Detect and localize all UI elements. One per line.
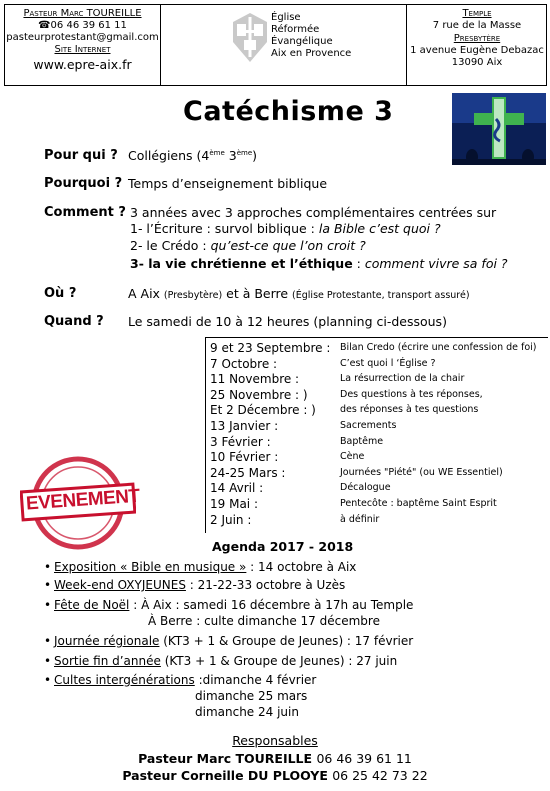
agenda-item: [44, 578, 345, 592]
agenda-item-detail: : À Aix : samedi 16 décembre à 17h au Temple: [129, 598, 414, 612]
presbytere-address: 1 avenue Eugène Debazac: [410, 45, 544, 56]
schedule-topic: Baptême: [340, 435, 384, 447]
schedule-date: 7 Octobre :: [210, 356, 278, 371]
agenda-item-label: Cultes intergénérations: [54, 673, 195, 687]
responsables-title: Responsables: [232, 733, 318, 748]
schedule-date: 13 Janvier :: [210, 419, 279, 433]
church-line-1: Église: [271, 12, 301, 23]
agenda-item-detail: (KT3 + 1 & Groupe de Jeunes) : 27 juin: [160, 654, 398, 668]
agenda-item: [44, 598, 413, 612]
schedule-topic: Pentecôte : baptême Saint Esprit: [340, 498, 497, 509]
church-name: [271, 12, 351, 60]
ou-text: A Aix (Presbytère) et à Berre (Église Protestante, transport assuré): [128, 286, 470, 301]
temple-address: 7 rue de la Masse: [432, 20, 522, 31]
agenda-item-label: Week-end OXYJEUNES: [54, 578, 186, 592]
quand-text: Le samedi de 10 à 12 heures (planning ci-dessous): [128, 314, 447, 329]
agenda-item-detail: (KT3 + 1 & Groupe de Jeunes) : 17 février: [159, 634, 414, 648]
church-line-2: Réformée: [271, 24, 320, 35]
agenda-item: [44, 634, 413, 648]
church-line-4: Aix en Provence: [271, 48, 352, 59]
agenda-item: [44, 705, 299, 719]
schedule-date: 9 et 23 Septembre :: [210, 341, 331, 355]
pour-qui-label: Pour qui ?: [44, 148, 118, 163]
agenda-item-label: Exposition « Bible en musique »: [54, 560, 247, 574]
presbytere-city: 13090 Aix: [451, 57, 503, 68]
bullet-icon: •: [44, 654, 52, 668]
agenda-item-detail: À Berre : culte dimanche 17 décembre: [148, 614, 380, 628]
agenda-item-detail: : 14 octobre à Aix: [246, 560, 357, 574]
header-divider-left: [160, 4, 161, 86]
agenda-item: [44, 689, 307, 703]
agenda-item-label: Journée régionale: [54, 634, 160, 648]
agenda-item-detail: : 21-22-33 octobre à Uzès: [185, 578, 346, 592]
schedule-date: Et 2 Décembre : ): [210, 403, 316, 418]
schedule-date: 2 Juin :: [210, 512, 252, 527]
schedule-date: 25 Novembre : ): [210, 387, 308, 402]
agenda-item: [44, 654, 397, 668]
quand-label: Quand ?: [44, 314, 104, 329]
agenda-item-detail: :dimanche 4 février: [194, 673, 317, 687]
presbytere-label: Presbytère: [453, 33, 501, 44]
schedule-date: 19 Mai :: [210, 497, 258, 511]
schedule-date: 10 Février :: [210, 450, 279, 465]
ou-label: Où ?: [44, 286, 77, 301]
bullet-icon: •: [44, 598, 52, 612]
schedule-topic: La résurrection de la chair: [340, 373, 465, 385]
temple-label: Temple: [462, 8, 492, 19]
schedule-topic: C’est quoi l ‘Église ?: [340, 357, 436, 369]
church-line-3: Évangélique: [271, 36, 333, 47]
agenda-item-detail: dimanche 24 juin: [195, 705, 299, 719]
site-url[interactable]: www.epre-aix.fr: [33, 57, 132, 72]
comment-line-2: 2- le Crédo : qu’est-ce que l’on croit ?: [130, 238, 366, 253]
schedule-topic: à définir: [340, 513, 380, 525]
site-label: Site Internet: [54, 44, 111, 55]
stamp-text: EVENEMENT: [25, 485, 141, 515]
pastor-email: pasteurprotestant@gmail.com: [6, 32, 159, 43]
schedule-topic: Journées "Piété" (ou WE Essentiel): [340, 466, 503, 478]
schedule-topic: Décalogue: [340, 482, 391, 494]
bullet-icon: •: [44, 560, 52, 574]
pourquoi-label: Pourquoi ?: [44, 176, 123, 191]
schedule-date: 3 Février :: [210, 434, 271, 449]
schedule-topic: des réponses à tes questions: [340, 404, 479, 416]
agenda-item-label: Fête de Noël: [54, 598, 130, 612]
cross-illustration: [452, 93, 546, 165]
agenda-item: [44, 560, 356, 574]
schedule-topic: Des questions à tes réponses,: [340, 388, 483, 400]
comment-label: Comment ?: [44, 205, 126, 220]
pastor-name: Pasteur Marc TOUREILLE: [23, 8, 142, 19]
pastor-phone: ☎06 46 39 61 11: [38, 20, 127, 31]
pour-qui-text: Collégiens (4ème 3ème): [128, 148, 258, 163]
agenda-item: [44, 614, 380, 628]
agenda-item-detail: dimanche 25 mars: [195, 689, 308, 703]
bullet-icon: •: [44, 578, 52, 592]
bullet-icon: •: [44, 673, 52, 687]
schedule-topic: Bilan Credo (écrire une confession de foi): [340, 342, 537, 353]
pourquoi-text: Temps d’enseignement biblique: [128, 176, 328, 191]
church-logo: [232, 12, 268, 64]
agenda-item: [44, 673, 316, 687]
responsable-2: Pasteur Corneille DU PLOOYE 06 25 42 73 22: [122, 768, 428, 783]
comment-text: 3 années avec 3 approches complémentaires centrées sur: [130, 205, 497, 220]
schedule-date: 11 Novembre :: [210, 372, 300, 387]
evenement-stamp: [20, 455, 141, 551]
schedule-topic: Cène: [340, 451, 365, 463]
agenda-title: Agenda 2017 - 2018: [212, 539, 354, 554]
bullet-icon: •: [44, 634, 52, 648]
page-title: Catéchisme 3: [183, 96, 394, 127]
agenda-item-label: Sortie fin d’année: [54, 654, 161, 668]
schedule-date: 14 Avril :: [210, 481, 264, 496]
schedule-date: 24-25 Mars :: [210, 465, 286, 480]
comment-line-1: 1- l’Écriture : survol biblique : la Bible c’est quoi ?: [130, 221, 441, 236]
comment-line-3: 3- la vie chrétienne et l’éthique : comment vivre sa foi ?: [130, 256, 508, 271]
schedule-topic: Sacrements: [340, 420, 397, 431]
responsable-1: Pasteur Marc TOUREILLE 06 46 39 61 11: [138, 751, 412, 766]
